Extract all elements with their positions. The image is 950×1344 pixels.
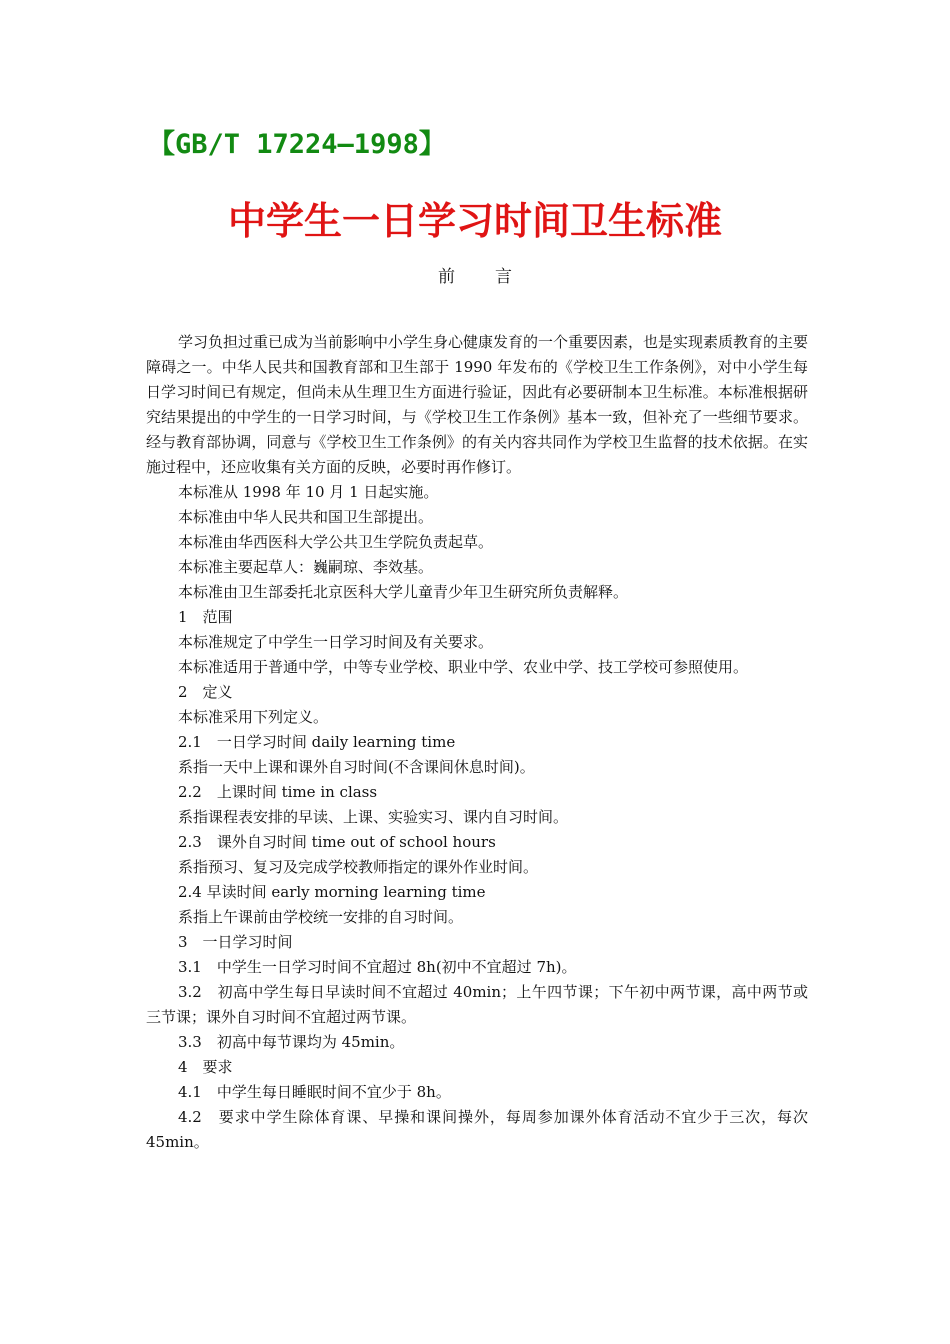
paragraph: 本标准由中华人民共和国卫生部提出。 (178, 508, 434, 526)
paragraph: 本标准由卫生部委托北京医科大学儿童青少年卫生研究所负责解释。 (178, 583, 629, 601)
paragraph: 本标准规定了中学生一日学习时间及有关要求。 (178, 633, 494, 651)
clause: 4.2 要求中学生除体育课、早操和课间操外，每周参加课外体育活动不宜少于三次，每次 45min。 (146, 1108, 808, 1151)
definition-term: 2.4 早读时间 early morning learning time (178, 883, 486, 901)
definition-text: 系指上午课前由学校统一安排的自习时间。 (178, 908, 464, 926)
document-body (146, 330, 808, 1155)
clause: 4.1 中学生每日睡眠时间不宜少于 8h。 (178, 1083, 451, 1101)
definition-text: 系指预习、复习及完成学校教师指定的课外作业时间。 (178, 858, 539, 876)
paragraph: 本标准从 1998 年 10 月 1 日起实施。 (178, 483, 439, 501)
standard-code: 【GB/T 17224—1998】 (148, 129, 446, 160)
definition-term: 2.3 课外自习时间 time out of school hours (178, 833, 496, 851)
definition-text: 系指课程表安排的早读、上课、实验实习、课内自习时间。 (178, 808, 569, 826)
clause: 3.2 初高中学生每日早读时间不宜超过 40min；上午四节课；下午初中两节课，高中两节或三节课；课外自习时间不宜超过两节课。 (146, 983, 808, 1026)
clause: 3.1 中学生一日学习时间不宜超过 8h(初中不宜超过 7h)。 (178, 958, 577, 976)
foreword-heading: 前言 (438, 267, 552, 287)
paragraph: 学习负担过重已成为当前影响中小学生身心健康发育的一个重要因素，也是实现素质教育的主要障碍之一。中华人民共和国教育部和卫生部于 1990 年发布的《学校卫生工作条例》，对中小学生每日学习时间已有规定，但尚未从生理卫生方面进行验证，因此有必要研制本卫生标准。本标准根据研究结果提出的中学生的一日学习时间，与《学校卫生工作条例》基本一致，但补充了一些细节要求。经与教育部协调，同意与《学校卫生工作条例》的有关内容共同作为学校卫生监督的技术依据。在实施过程中，还应收集有关方面的反映，必要时再作修订。 (146, 333, 809, 476)
section-heading: 1 范围 (178, 608, 233, 626)
paragraph: 本标准主要起草人：巍嗣琼、李效基。 (178, 558, 434, 576)
paragraph: 本标准采用下列定义。 (178, 708, 329, 726)
document-title: 中学生一日学习时间卫生标准 (227, 199, 722, 243)
definition-text: 系指一天中上课和课外自习时间(不含课间休息时间)。 (178, 758, 535, 776)
section-heading: 3 一日学习时间 (178, 933, 293, 951)
definition-term: 2.1 一日学习时间 daily learning time (178, 733, 456, 751)
clause: 3.3 初高中每节课均为 45min。 (178, 1033, 405, 1051)
paragraph: 本标准由华西医科大学公共卫生学院负责起草。 (178, 533, 494, 551)
section-heading: 2 定义 (178, 683, 233, 701)
definition-term: 2.2 上课时间 time in class (178, 783, 378, 801)
paragraph: 本标准适用于普通中学，中等专业学校、职业中学、农业中学、技工学校可参照使用。 (178, 658, 749, 676)
section-heading: 4 要求 (178, 1058, 233, 1076)
